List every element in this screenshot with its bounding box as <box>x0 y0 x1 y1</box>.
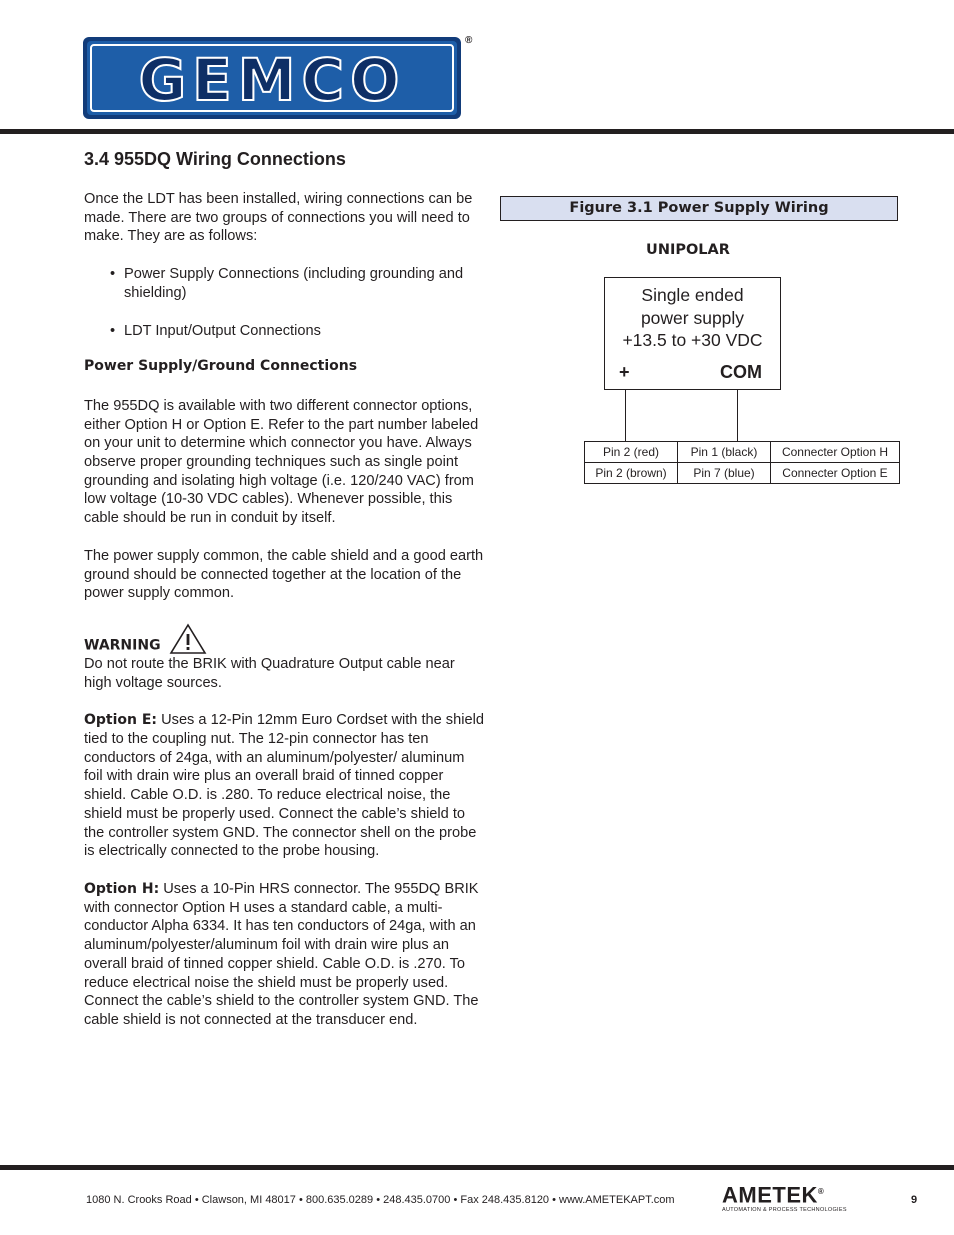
list-item: • LDT Input/Output Connections <box>110 322 484 341</box>
logo-text: GEMCO <box>138 46 406 114</box>
warning-heading <box>84 623 484 655</box>
option-h-text: Uses a 10-Pin HRS connector. The 955DQ BRIK with connector Option H uses a standard cable, a multi-conductor Alpha 6334. It has ten conductors of 24ga, with an aluminum/polyester/aluminum foil with drain wire plus an overall braid of tinned copper shield. Cable O.D. is .270. To reduce electrical noise the shield must be properly used. Connect the cable’s shield to the controller system GND. The cable shield is not connected at the transducer end. <box>84 880 479 1028</box>
psu-line: Single ended <box>641 285 744 305</box>
figure-caption: Figure 3.1 Power Supply Wiring <box>500 196 898 221</box>
option-e-text: Uses a 12-Pin 12mm Euro Cordset with the shield tied to the coupling nut. The 12-pin connector has ten conductors of 24ga, with an aluminum/polyester/ aluminum foil with drain wire plus an overall braid of tinned copper shield. Cable O.D. is .280. To reduce electrical noise, the shield must be properly used. Connect the cable’s shield to the controller system GND. The connector shell on the probe is electrically connected to the probe housing. <box>84 712 484 860</box>
table-cell: Connecter Option H <box>771 442 900 463</box>
warning-icon <box>169 623 207 655</box>
footer-address: 1080 N. Crooks Road • Clawson, MI 48017 • 800.635.0289 • 248.435.0700 • Fax 248.435.8120 • www.AMETEKAPT.com <box>86 1194 675 1206</box>
body-text-column <box>84 150 484 1030</box>
table-row <box>585 463 900 484</box>
connection-list <box>84 265 484 340</box>
table-row <box>585 442 900 463</box>
table-cell: Pin 7 (blue) <box>678 463 771 484</box>
brand-name: AMETEK <box>722 1182 818 1208</box>
ametek-tagline: AUTOMATION & PROCESS TECHNOLOGIES <box>722 1207 847 1214</box>
psu-line: +13.5 to +30 VDC <box>622 330 763 350</box>
plus-wire <box>625 390 626 442</box>
subheading: Power Supply/Ground Connections <box>84 358 358 375</box>
power-supply-description <box>605 284 780 352</box>
table-cell: Connecter Option E <box>771 463 900 484</box>
option-h-label: Option H: <box>84 880 160 897</box>
page-title: 3.4 955DQ Wiring Connections <box>84 149 346 169</box>
ametek-brand <box>722 1181 847 1206</box>
table-cell: Pin 1 (black) <box>678 442 771 463</box>
power-supply-box <box>604 277 781 390</box>
table-cell: Pin 2 (brown) <box>585 463 678 484</box>
connector-paragraph: The 955DQ is available with two different connector options, either Option H or Option E. Refer to the part number labeled on your unit to determine which connector you have. Always observe proper grounding techniques such as single point grounding and isolating high voltage (i.e. 120/240 VAC) from low voltage (10-30 VDC cables). Whenever possible, this cable should be run in conduit by itself. <box>84 397 479 527</box>
option-h-paragraph <box>84 880 484 1030</box>
brand-registered: ® <box>817 1187 825 1196</box>
gemco-logo <box>82 36 462 120</box>
registered-mark: ® <box>465 35 473 46</box>
ametek-logo <box>722 1181 847 1213</box>
figure-mode-label: UNIPOLAR <box>646 242 730 258</box>
com-wire <box>737 390 738 442</box>
option-e-label: Option E: <box>84 712 158 729</box>
table-cell: Pin 2 (red) <box>585 442 678 463</box>
pin-table <box>584 441 900 484</box>
page-number: 9 <box>911 1194 918 1206</box>
option-e-paragraph <box>84 711 484 861</box>
com-terminal-label: COM <box>720 362 762 382</box>
plus-terminal-label: + <box>619 362 630 382</box>
header-rule <box>0 129 954 134</box>
footer-rule <box>0 1165 954 1170</box>
intro-paragraph: Once the LDT has been installed, wiring connections can be made. There are two groups of connections you will need to make. They are as follows: <box>84 191 473 245</box>
warning-text: Do not route the BRIK with Quadrature Output cable near high voltage sources. <box>84 655 455 691</box>
psu-line: power supply <box>640 307 745 328</box>
grounding-paragraph: The power supply common, the cable shield and a good earth ground should be connected together at the location of the power supply common. <box>84 547 484 602</box>
warning-label: WARNING <box>84 637 161 654</box>
list-item: • Power Supply Connections (including grounding and shielding) <box>110 265 484 302</box>
